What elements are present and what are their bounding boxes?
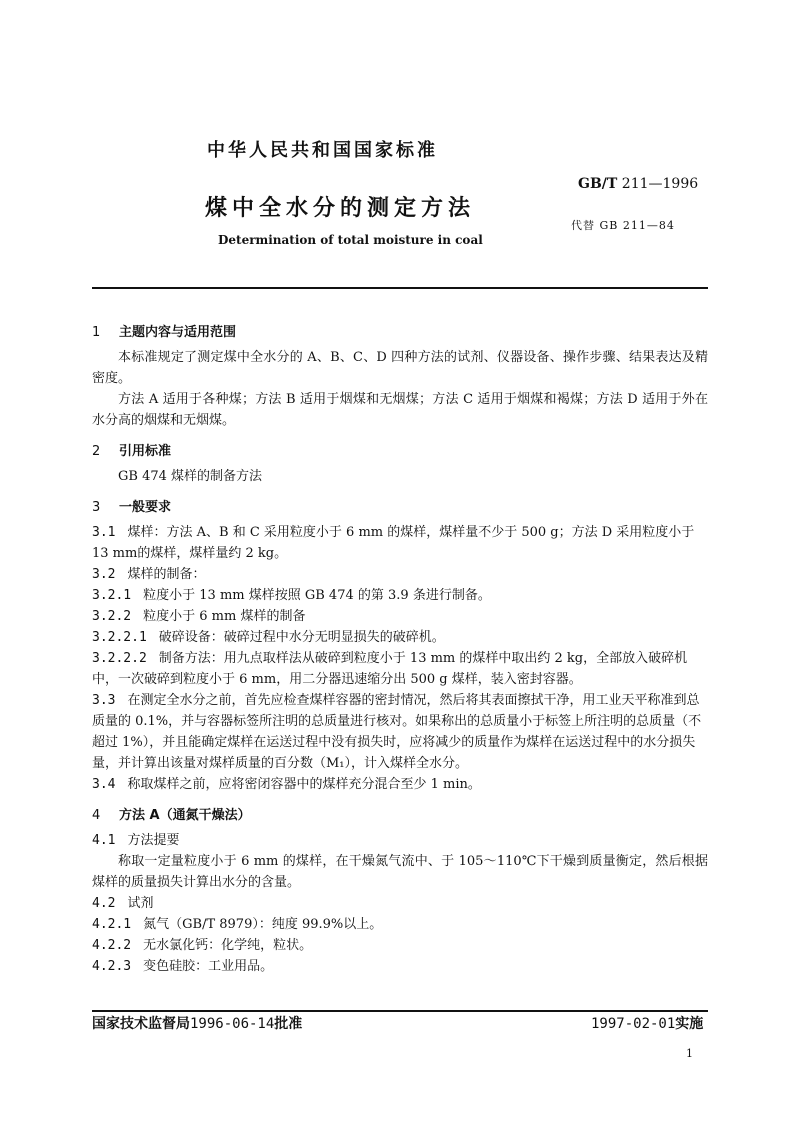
- issuing-authority: 国家技术监督局: [92, 1016, 190, 1032]
- paragraph: 本标准规定了测定煤中全水分的 A、B、C、D 四种方法的试剂、仪器设备、操作步骤、结果表达及精密度。: [92, 350, 708, 386]
- issuing-country-standard-label: 中华人民共和国国家标准: [207, 140, 438, 161]
- effective-statement: [591, 1013, 703, 1033]
- clause-text: 变色硅胶：工业用品。: [143, 959, 274, 974]
- clause-number: 3.1: [92, 525, 116, 540]
- clause-4-2-2: [92, 935, 708, 956]
- clause-number: 4.2: [92, 896, 116, 911]
- clause-number: 3.2.2.1: [92, 630, 147, 645]
- clause-3-1: [92, 522, 708, 564]
- clause-text: 无水氯化钙：化学纯，粒状。: [143, 938, 313, 953]
- clause-3-2-2-2: [92, 648, 708, 690]
- paragraph: 方法 A 适用于各种煤；方法 B 适用于烟煤和无烟煤；方法 C 适用于烟煤和褐煤；方法 D 适用于外在水分高的烟煤和无烟煤。: [92, 392, 708, 428]
- issue-date: 1996-06-14: [190, 1016, 275, 1032]
- clause-number: 3.2.2: [92, 609, 132, 624]
- section-title: 一般要求: [119, 500, 172, 515]
- clause-text: 煤样的制备：: [127, 567, 206, 582]
- clause-3-3: [92, 690, 708, 774]
- document-title-en: Determination of total moisture in coal: [218, 233, 483, 247]
- page-number: 1: [686, 1047, 693, 1060]
- clause-number: 3.2.2.2: [92, 651, 147, 666]
- clause-number: 3.3: [92, 693, 116, 708]
- clause-text: 在测定全水分之前，首先应检查煤样容器的密封情况，然后将其表面擦拭干净，用工业天平称准到总质量的 0.1%，并与容器标签所注明的总质量进行核对。如果称出的总质量小于标签上所注明的总质量（不超过 1%），并且能确定煤样在运送过程中没有损失时，应将减少的质量作为煤样在运送过程中的水分损失量，并计算出该量对煤样质量的百分数（M₁），计入煤样全水分。: [92, 693, 702, 771]
- clause-4-2: [92, 893, 708, 914]
- clause-number: 3.2: [92, 567, 116, 582]
- clause-text: 氮气（GB/T 8979）：纯度 99.9%以上。: [143, 917, 383, 932]
- clause-number: 3.4: [92, 777, 116, 792]
- clause-3-2-2: [92, 606, 708, 627]
- section-number: 1: [92, 325, 101, 340]
- clause-4-1: [92, 830, 708, 851]
- standard-number: 211—1996: [621, 176, 699, 192]
- approval-label: 批准: [274, 1016, 303, 1032]
- effective-date: 1997-02-01: [591, 1016, 676, 1032]
- clause-4-2-1: [92, 914, 708, 935]
- clause-text: 粒度小于 6 mm 煤样的制备: [143, 609, 306, 624]
- clause-text: 试剂: [127, 896, 154, 911]
- footer-divider: [92, 1010, 708, 1012]
- section-heading-3: [92, 497, 708, 518]
- clause-text: 制备方法：用九点取样法从破碎到粒度小于 13 mm 的煤样中取出约 2 kg，全部放入破碎机中，一次破碎到粒度小于 6 mm，用二分器迅速缩分出 500 g 煤样，装入密封容器。: [92, 651, 688, 687]
- section-heading-4: [92, 805, 708, 826]
- section-number: 4: [92, 808, 101, 823]
- clause-number: 4.2.2: [92, 938, 132, 953]
- section-title: 主题内容与适用范围: [119, 325, 237, 340]
- clause-text: 破碎设备：破碎过程中水分无明显损失的破碎机。: [158, 630, 445, 645]
- standard-code: [578, 176, 698, 192]
- document-title-zh: 煤中全水分的测定方法: [205, 196, 476, 221]
- clause-3-2-1: [92, 585, 708, 606]
- section-title: 方法 A（通氮干燥法）: [119, 808, 251, 823]
- standard-prefix: GB/T: [578, 176, 618, 192]
- clause-number: 4.2.1: [92, 917, 132, 932]
- section-heading-2: [92, 441, 708, 462]
- clause-3-2: [92, 564, 708, 585]
- effective-label: 实施: [675, 1016, 704, 1032]
- section-number: 3: [92, 500, 101, 515]
- clause-4-2-3: [92, 956, 708, 977]
- header-divider: [92, 287, 708, 289]
- section-heading-1: [92, 322, 708, 343]
- clause-3-4: [92, 774, 708, 795]
- document-body: [92, 322, 708, 977]
- clause-3-2-2-1: [92, 627, 708, 648]
- section-number: 2: [92, 444, 101, 459]
- clause-text: 方法提要: [127, 833, 180, 848]
- approval-statement: [92, 1013, 302, 1033]
- section-title: 引用标准: [119, 444, 172, 459]
- clause-number: 4.1: [92, 833, 116, 848]
- paragraph: 称取一定量粒度小于 6 mm 的煤样，在干燥氮气流中、于 105～110℃下干燥到质量衡定，然后根据煤样的质量损失计算出水分的含量。: [92, 854, 708, 890]
- clause-number: 4.2.3: [92, 959, 132, 974]
- clause-text: 粒度小于 13 mm 煤样按照 GB 474 的第 3.9 条进行制备。: [143, 588, 491, 603]
- clause-text: 称取煤样之前，应将密闭容器中的煤样充分混合至少 1 min。: [127, 777, 481, 792]
- clause-number: 3.2.1: [92, 588, 132, 603]
- clause-text: 煤样：方法 A、B 和 C 采用粒度小于 6 mm 的煤样，煤样量不少于 500 g；方法 D 采用粒度小于 13 mm的煤样，煤样量约 2 kg。: [92, 525, 695, 561]
- replaces-standard: 代替 GB 211—84: [571, 219, 675, 232]
- normative-reference: GB 474 煤样的制备方法: [118, 469, 263, 484]
